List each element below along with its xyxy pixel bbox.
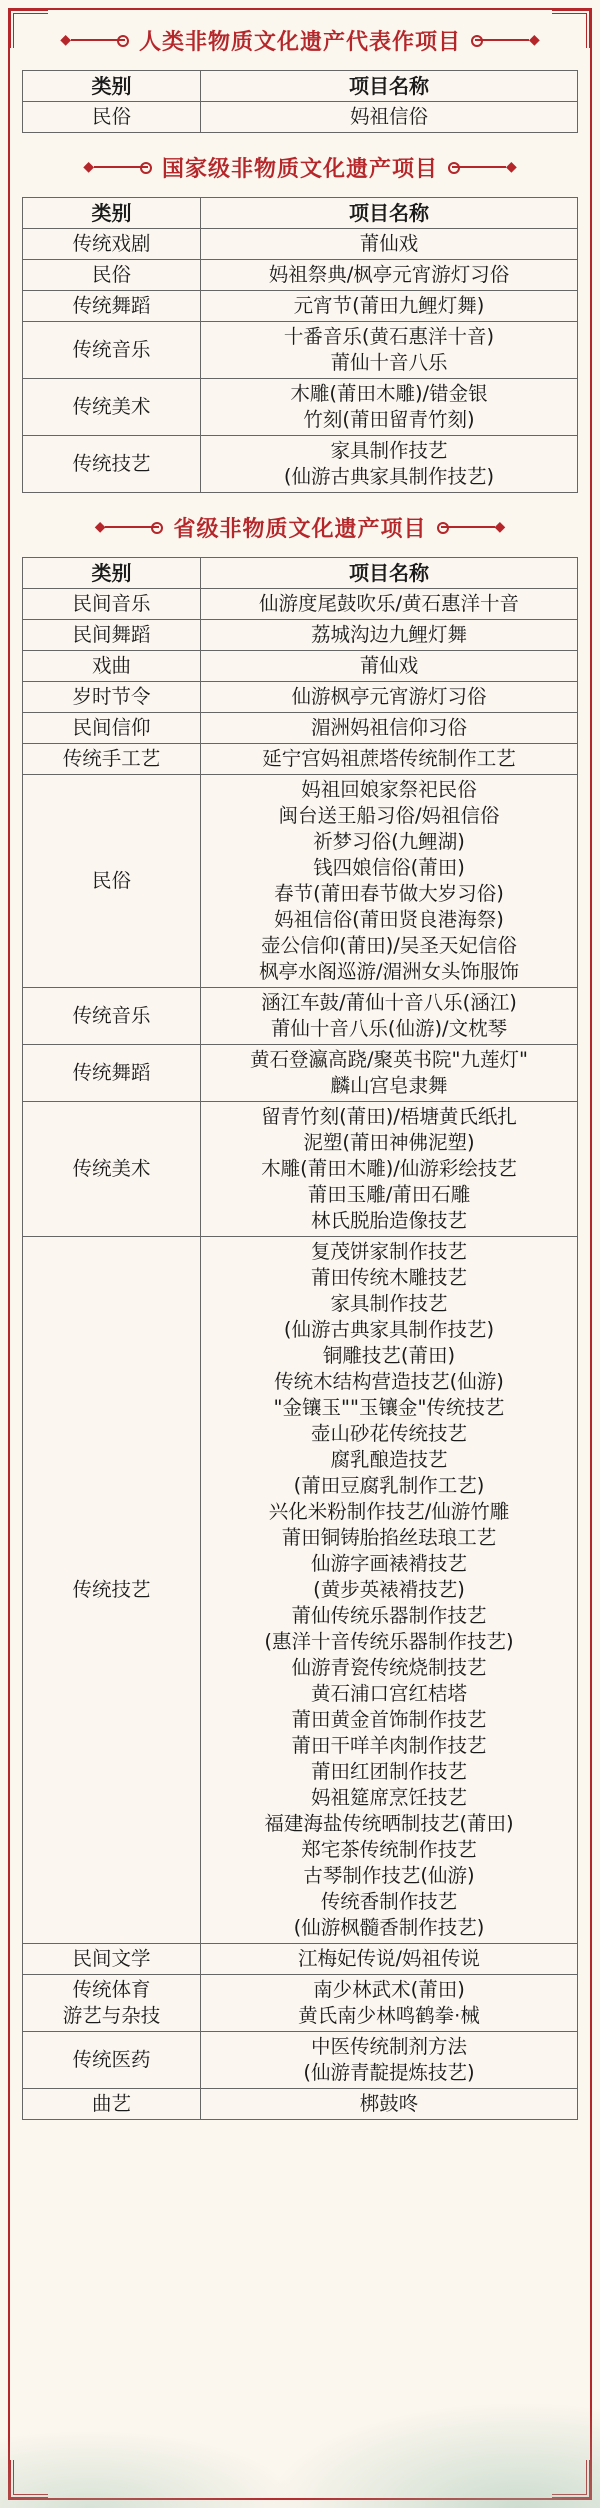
table-row: [23, 379, 578, 436]
items-cell: 荔城沟边九鲤灯舞: [201, 620, 578, 651]
section-title: [22, 147, 578, 187]
category-cell: 传统音乐: [23, 322, 201, 379]
items-cell: 中医传统制剂方法 (仙游青靛提炼技艺): [201, 2032, 578, 2089]
cloud-scroll-icon: [452, 166, 506, 168]
table-row: [23, 436, 578, 493]
category-cell: 民俗: [23, 775, 201, 988]
items-cell: 江梅妃传说/妈祖传说: [201, 1944, 578, 1975]
table-row: [23, 620, 578, 651]
items-cell: 南少林武术(莆田) 黄氏南少林鸣鹤拳·械: [201, 1975, 578, 2032]
section-title: [22, 20, 578, 60]
diamond-icon: ◆: [529, 32, 540, 48]
category-cell: 传统戏剧: [23, 229, 201, 260]
items-cell: 木雕(莆田木雕)/错金银 竹刻(莆田留青竹刻): [201, 379, 578, 436]
category-cell: 传统技艺: [23, 1237, 201, 1944]
section-title-text: 人类非物质文化遗产代表作项目: [138, 29, 461, 55]
section-title-text: 省级非物质文化遗产项目: [173, 516, 427, 542]
category-cell: 岁时节令: [23, 682, 201, 713]
category-cell: 戏曲: [23, 651, 201, 682]
table-row: [23, 988, 578, 1045]
table-row: [23, 1102, 578, 1237]
category-cell: 民间文学: [23, 1944, 201, 1975]
items-cell: 涵江车鼓/莆仙十音八乐(涵江) 莆仙十音八乐(仙游)/文枕琴: [201, 988, 578, 1045]
diamond-icon: ◆: [83, 159, 94, 175]
column-header-name: 项目名称: [201, 198, 578, 229]
column-header-name: 项目名称: [201, 71, 578, 102]
heritage-list: [22, 14, 578, 2128]
category-cell: 传统舞蹈: [23, 1045, 201, 1102]
cloud-scroll-icon: [105, 526, 159, 528]
items-cell: 延宁宫妈祖蔗塔传统制作工艺: [201, 744, 578, 775]
cloud-scroll-icon: [71, 39, 125, 41]
category-cell: 传统技艺: [23, 436, 201, 493]
category-cell: 传统手工艺: [23, 744, 201, 775]
category-cell: 传统美术: [23, 379, 201, 436]
table-row: [23, 260, 578, 291]
section-title-text: 国家级非物质文化遗产项目: [161, 156, 438, 182]
table-row: [23, 102, 578, 133]
heritage-table: [22, 197, 578, 493]
items-cell: 湄洲妈祖信仰习俗: [201, 713, 578, 744]
diamond-icon: ◆: [94, 519, 106, 535]
items-cell: 仙游枫亭元宵游灯习俗: [201, 682, 578, 713]
diamond-icon: ◆: [60, 32, 71, 48]
table-row: [23, 2032, 578, 2089]
table-row: [23, 1237, 578, 1944]
cloud-scroll-icon: [94, 166, 148, 168]
heritage-table: [22, 70, 578, 133]
table-row: [23, 291, 578, 322]
table-row: [23, 589, 578, 620]
category-cell: 传统舞蹈: [23, 291, 201, 322]
items-cell: 仙游度尾鼓吹乐/黄石惠洋十音: [201, 589, 578, 620]
diamond-icon: ◆: [494, 519, 506, 535]
column-header-category: 类别: [23, 71, 201, 102]
items-cell: 黄石登瀛高跷/聚英书院"九莲灯" 麟山宫皂隶舞: [201, 1045, 578, 1102]
table-row: [23, 2089, 578, 2120]
items-cell: 莆仙戏: [201, 651, 578, 682]
table-row: [23, 322, 578, 379]
column-header-category: 类别: [23, 198, 201, 229]
items-cell: 复茂饼家制作技艺 莆田传统木雕技艺 家具制作技艺 (仙游古典家具制作技艺) 铜雕技艺(莆田) 传统木结构营造技艺(仙游) "金镶玉""玉镶金"传统技艺 壶山砂花传统技艺 腐乳酿造技艺 (莆田豆腐乳制作工艺) 兴化米粉制作技艺/仙游竹雕 莆田铜铸胎掐丝珐琅工艺 仙游字画裱褙技艺 (黄步英裱褙技艺) 莆仙传统乐器制作技艺 (惠洋十音传统乐器制作技艺) 仙游青瓷传统烧制技艺 黄石浦口宫红桔塔 莆田黄金首饰制作技艺 莆田干咩羊肉制作技艺 莆田红团制作技艺 妈祖筵席烹饪技艺 福建海盐传统晒制技艺(莆田) 郑宅茶传统制作技艺 古琴制作技艺(仙游) 传统香制作技艺 (仙游枫髓香制作技艺): [201, 1237, 578, 1944]
items-cell: 家具制作技艺 (仙游古典家具制作技艺): [201, 436, 578, 493]
category-cell: 民俗: [23, 102, 201, 133]
category-cell: 传统美术: [23, 1102, 201, 1237]
heritage-table: [22, 557, 578, 2120]
category-cell: 曲艺: [23, 2089, 201, 2120]
items-cell: 莆仙戏: [201, 229, 578, 260]
category-cell: 传统音乐: [23, 988, 201, 1045]
items-cell: 留青竹刻(莆田)/梧塘黄氏纸扎 泥塑(莆田神佛泥塑) 木雕(莆田木雕)/仙游彩绘技艺 莆田玉雕/莆田石雕 林氏脱胎造像技艺: [201, 1102, 578, 1237]
items-cell: 妈祖回娘家祭祀民俗 闽台送王船习俗/妈祖信俗 祈梦习俗(九鲤湖) 钱四娘信俗(莆田) 春节(莆田春节做大岁习俗) 妈祖信俗(莆田贤良港海祭) 壶公信仰(莆田)/吴圣天妃信俗 枫亭水阁巡游/湄洲女头饰服饰: [201, 775, 578, 988]
ink-mountain-background: [0, 2208, 600, 2508]
category-cell: 传统医药: [23, 2032, 201, 2089]
cloud-scroll-icon: [475, 39, 529, 41]
column-header-name: 项目名称: [201, 558, 578, 589]
items-cell: 妈祖祭典/枫亭元宵游灯习俗: [201, 260, 578, 291]
table-row: [23, 775, 578, 988]
section-title: [22, 507, 578, 547]
table-row: [23, 1944, 578, 1975]
items-cell: 元宵节(莆田九鲤灯舞): [201, 291, 578, 322]
table-row: [23, 682, 578, 713]
items-cell: 梆鼓咚: [201, 2089, 578, 2120]
table-header-row: [23, 198, 578, 229]
table-row: [23, 651, 578, 682]
table-row: [23, 229, 578, 260]
table-row: [23, 713, 578, 744]
items-cell: 妈祖信俗: [201, 102, 578, 133]
table-row: [23, 1975, 578, 2032]
column-header-category: 类别: [23, 558, 201, 589]
table-header-row: [23, 558, 578, 589]
diamond-icon: ◆: [506, 159, 517, 175]
category-cell: 民俗: [23, 260, 201, 291]
category-cell: 民间音乐: [23, 589, 201, 620]
table-row: [23, 1045, 578, 1102]
items-cell: 十番音乐(黄石惠洋十音) 莆仙十音八乐: [201, 322, 578, 379]
category-cell: 传统体育 游艺与杂技: [23, 1975, 201, 2032]
category-cell: 民间舞蹈: [23, 620, 201, 651]
cloud-scroll-icon: [441, 526, 495, 528]
category-cell: 民间信仰: [23, 713, 201, 744]
table-row: [23, 744, 578, 775]
table-header-row: [23, 71, 578, 102]
